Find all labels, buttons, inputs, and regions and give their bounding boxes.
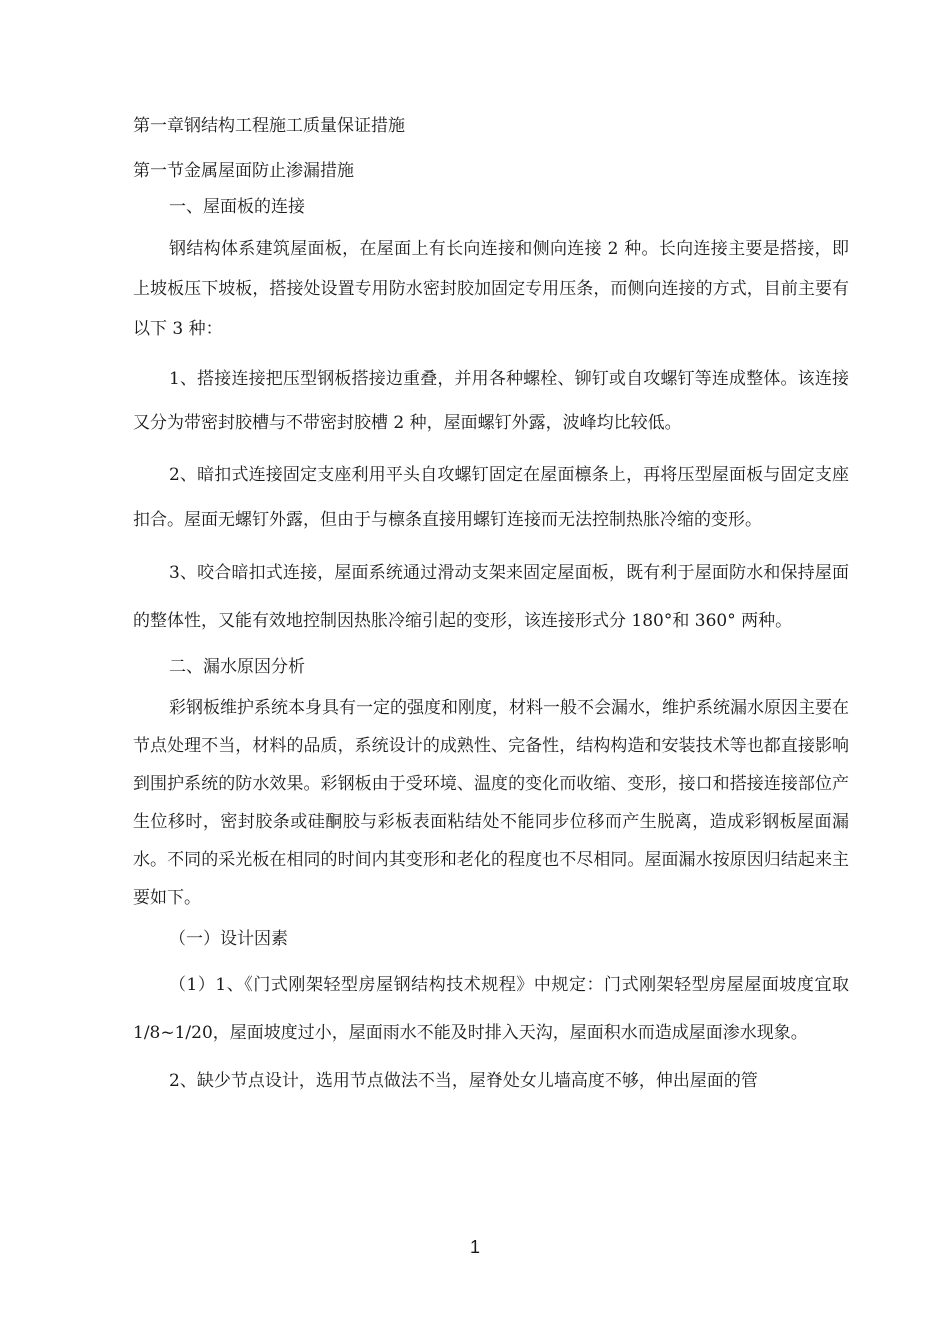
paragraph-item-2: 2、暗扣式连接固定支座利用平头自攻螺钉固定在屋面檩条上，再将压型屋面板与固定支座扣合。屋面无螺钉外露，但由于与檩条直接用螺钉连接而无法控制热胀冷缩的变形。 — [133, 465, 849, 530]
heading-leak-cause-analysis: 二、漏水原因分析 — [169, 657, 305, 677]
paragraph-design-1: （1）1、《门式刚架轻型房屋钢结构技术规程》中规定：门式刚架轻型房屋屋面坡度宜取 1/8~1/20，屋面坡度过小，屋面雨水不能及时排入天沟，屋面积水而造成屋面渗水现象。 — [133, 975, 849, 1043]
paragraph-leak-analysis: 彩钢板维护系统本身具有一定的强度和刚度，材料一般不会漏水，维护系统漏水原因主要在节点处理不当，材料的品质，系统设计的成熟性、完备性，结构构造和安装技术等也都直接影响到围护系统的防水效果。彩钢板由于受环境、温度的变化而收缩、变形，接口和搭接连接部位产生位移时，密封胶条或硅酮胶与彩板表面粘结处不能同步位移而产生脱离，造成彩钢板屋面漏水。不同的采光板在相同的时间内其变形和老化的程度也不尽相同。屋面漏水按原因归结起来主要如下。 — [133, 698, 849, 908]
document-body — [133, 112, 849, 1105]
section-title: 第一节金属屋面防止渗漏措施 — [133, 161, 354, 181]
paragraph-item-1: 1、搭接连接把压型钢板搭接边重叠，并用各种螺栓、铆钉或自攻螺钉等连成整体。该连接又分为带密封胶槽与不带密封胶槽 2 种，屋面螺钉外露，波峰均比较低。 — [133, 369, 849, 433]
paragraph-design-2: 2、缺少节点设计，选用节点做法不当，屋脊处女儿墙高度不够，伸出屋面的管 — [169, 1071, 758, 1091]
page-number: 1 — [469, 1237, 480, 1257]
chapter-title: 第一章钢结构工程施工质量保证措施 — [133, 116, 405, 136]
paragraph-item-3: 3、咬合暗扣式连接，屋面系统通过滑动支架来固定屋面板，既有利于屋面防水和保持屋面的整体性，又能有效地控制因热胀冷缩引起的变形，该连接形式分 180°和 360° 两种。 — [133, 563, 849, 631]
paragraph-intro: 钢结构体系建筑屋面板，在屋面上有长向连接和侧向连接 2 种。长向连接主要是搭接，即上坡板压下坡板，搭接处设置专用防水密封胶加固定专用压条，而侧向连接的方式，目前主要有以下 3 种： — [133, 239, 849, 339]
heading-roof-panel-connection: 一、屋面板的连接 — [169, 197, 305, 217]
subheading-design-factors: （一）设计因素 — [169, 929, 288, 949]
